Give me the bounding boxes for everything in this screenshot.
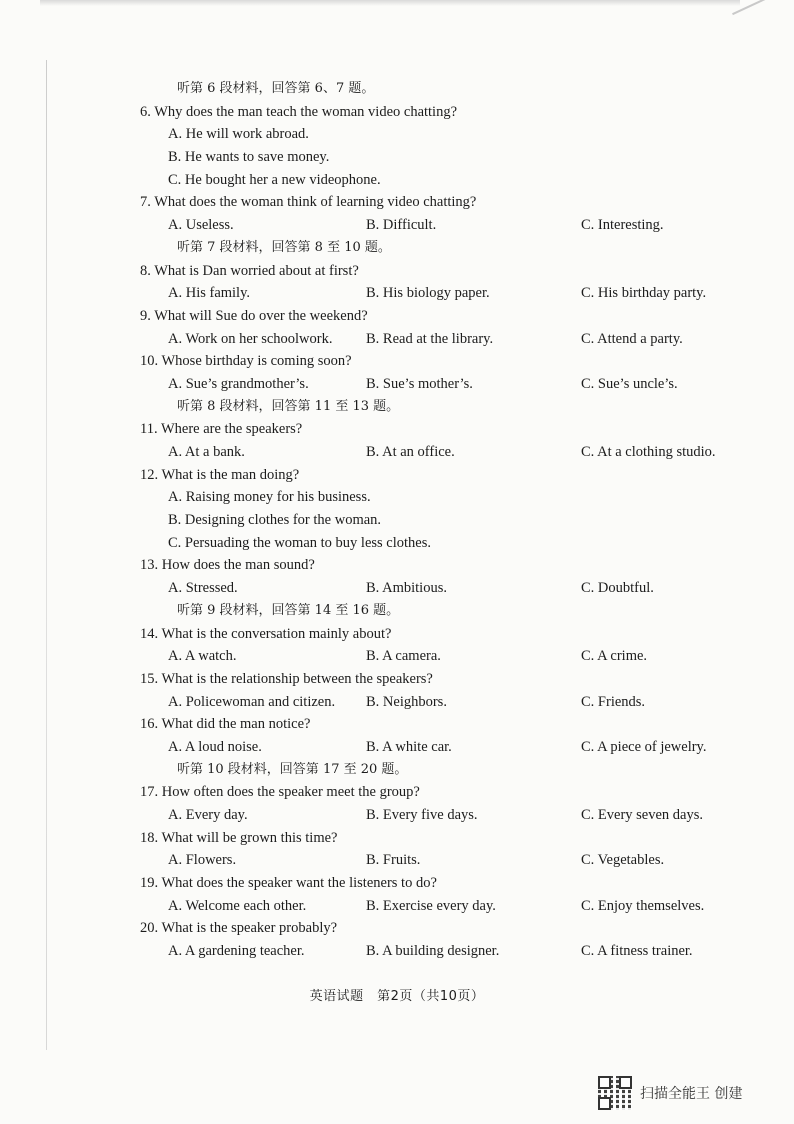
answer-option-b: B. Designing clothes for the woman. — [168, 512, 382, 529]
scan-top-shadow — [40, 0, 740, 6]
answer-option-a: A. A watch. — [168, 648, 237, 665]
answer-options — [140, 895, 740, 918]
section-instruction: 听第 8 段材料，回答第 11 至 13 题。 — [177, 398, 400, 414]
answer-option-b: B. His biology paper. — [366, 285, 490, 302]
answer-option-a: A. Every day. — [168, 807, 248, 823]
answer-options — [140, 214, 740, 237]
answer-option-c: C. A piece of jewelry. — [581, 738, 707, 755]
question-stem: 6. Why does the man teach the woman video chatting? — [140, 103, 458, 120]
question-item — [140, 872, 740, 917]
answer-options — [140, 577, 740, 600]
answer-options — [140, 804, 740, 827]
answer-options — [140, 373, 740, 396]
answer-option-c: C. Vegetables. — [581, 852, 665, 869]
answer-option-a: A. At a bank. — [168, 444, 245, 460]
answer-option-c: C. Attend a party. — [581, 330, 683, 347]
answer-option-c: C. A fitness trainer. — [581, 943, 693, 960]
answer-options — [140, 691, 740, 714]
answer-option-a: A. Policewoman and citizen. — [168, 693, 336, 710]
section-instruction: 听第 7 段材料，回答第 8 至 10 题。 — [177, 239, 391, 255]
page-footer: 英语试题 第2页（共10页） — [309, 989, 485, 1004]
answer-options — [140, 441, 740, 464]
answer-options — [140, 849, 740, 872]
answer-option-a: A. A loud noise. — [168, 738, 262, 755]
answer-option-c: C. His birthday party. — [581, 285, 707, 302]
question-stem: 20. What is the speaker probably? — [140, 920, 338, 937]
question-item — [140, 668, 740, 713]
scanner-watermark — [598, 1076, 742, 1110]
answer-option-a: A. Welcome each other. — [168, 897, 307, 914]
section-instruction: 听第 6 段材料，回答第 6、7 题。 — [177, 81, 375, 96]
question-stem: 11. Where are the speakers? — [140, 421, 303, 438]
question-item — [140, 191, 740, 236]
question-item — [140, 554, 740, 599]
question-item — [140, 917, 740, 962]
question-item — [140, 260, 740, 305]
answer-option-b: B. Every five days. — [366, 807, 478, 823]
answer-option-b: B. Read at the library. — [366, 330, 494, 347]
answer-option-b: B. Ambitious. — [366, 580, 447, 597]
answer-option-c: C. Every seven days. — [581, 807, 704, 823]
answer-option-b: B. At an office. — [366, 444, 455, 460]
answer-option-b: B. A building designer. — [366, 943, 500, 960]
question-stem: 14. What is the conversation mainly about? — [140, 625, 392, 642]
answer-option-b: B. Difficult. — [366, 217, 437, 234]
answer-option-b: B. A white car. — [366, 738, 452, 755]
answer-option-a: A. A gardening teacher. — [168, 943, 305, 960]
question-stem: 12. What is the man doing? — [140, 466, 300, 483]
answer-options — [140, 328, 740, 351]
question-item — [140, 623, 740, 668]
answer-option-a: A. Work on her schoolwork. — [168, 330, 333, 347]
question-stem: 15. What is the relationship between the speakers? — [140, 670, 433, 687]
question-stem: 8. What is Dan worried about at first? — [140, 262, 359, 279]
watermark-text: 扫描全能王 创建 — [640, 1086, 743, 1102]
answer-option-c: C. At a clothing studio. — [581, 444, 716, 460]
answer-option-c: C. A crime. — [581, 648, 648, 665]
answer-option-c: C. Friends. — [581, 693, 646, 710]
answer-option-b: B. Sue’s mother’s. — [366, 375, 473, 392]
question-stem: 18. What will be grown this time? — [140, 829, 338, 846]
question-stem: 10. Whose birthday is coming soon? — [140, 353, 352, 370]
answer-option-a: A. Stressed. — [168, 580, 238, 597]
question-stem: 19. What does the speaker want the listeners to do? — [140, 875, 437, 892]
answer-option-c: C. Enjoy themselves. — [581, 897, 705, 914]
question-item — [140, 781, 740, 826]
question-stem: 13. How does the man sound? — [140, 557, 315, 574]
answer-option-a: A. Useless. — [168, 217, 234, 234]
answer-option-c: C. He bought her a new videophone. — [168, 171, 381, 188]
answer-options — [140, 736, 740, 759]
question-item — [140, 350, 740, 395]
question-item — [140, 101, 740, 192]
answer-option-a: A. He will work abroad. — [168, 126, 309, 143]
answer-option-c: C. Doubtful. — [581, 580, 654, 597]
question-stem: 17. How often does the speaker meet the group? — [140, 784, 420, 801]
answer-option-b: B. Fruits. — [366, 852, 421, 869]
answer-option-c: C. Sue’s uncle’s. — [581, 375, 678, 392]
answer-option-a: A. His family. — [168, 285, 251, 302]
question-list — [140, 78, 740, 963]
answer-options — [140, 282, 740, 305]
answer-option-b: B. A camera. — [366, 648, 441, 665]
answer-option-a: A. Raising money for his business. — [168, 489, 371, 506]
answer-option-a: A. Sue’s grandmother’s. — [168, 375, 309, 392]
question-stem: 16. What did the man notice? — [140, 716, 311, 733]
scan-left-edge — [46, 60, 47, 1050]
section-instruction: 听第 10 段材料，回答第 17 至 20 题。 — [177, 761, 408, 777]
question-item — [140, 305, 740, 350]
question-stem: 9. What will Sue do over the weekend? — [140, 307, 368, 324]
answer-option-a: A. Flowers. — [168, 852, 237, 869]
question-item — [140, 464, 740, 555]
section-instruction: 听第 9 段材料，回答第 14 至 16 题。 — [177, 602, 400, 618]
question-item — [140, 713, 740, 758]
answer-option-b: B. Exercise every day. — [366, 897, 496, 914]
answer-option-b: B. He wants to save money. — [168, 149, 330, 166]
answer-options — [140, 645, 740, 668]
question-item — [140, 418, 740, 463]
answer-options — [140, 940, 740, 963]
answer-option-c: C. Interesting. — [581, 217, 664, 234]
qr-code-icon — [598, 1076, 632, 1110]
answer-option-c: C. Persuading the woman to buy less clothes. — [168, 534, 431, 551]
answer-options — [140, 486, 740, 554]
answer-options — [140, 123, 740, 191]
question-item — [140, 827, 740, 872]
answer-option-b: B. Neighbors. — [366, 693, 447, 710]
question-stem: 7. What does the woman think of learning video chatting? — [140, 194, 477, 211]
